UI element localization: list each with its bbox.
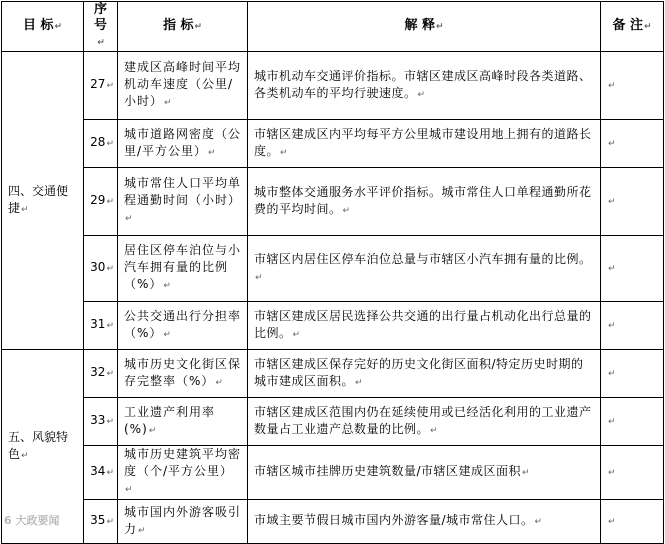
watermark-logo: 6 大政要闻 [4, 514, 60, 527]
seq-cell: 29↵ [84, 168, 118, 236]
seq-cell: 34↵ [84, 446, 118, 500]
header-row [2, 2, 664, 52]
header-note: 备 注↵ [601, 2, 664, 52]
explanation-cell: 市辖区城市挂牌历史建筑数量/市辖区建成区面积↵ [248, 446, 601, 500]
note-cell: ↵ [601, 500, 664, 544]
table-row [2, 350, 664, 398]
note-cell: ↵ [601, 446, 664, 500]
indicator-cell: 城市国内外游客吸引力↵ [118, 500, 248, 544]
explanation-cell: 市辖区内居住区停车泊位总量与市辖区小汽车拥有量的比例。↵ [248, 236, 601, 302]
note-cell: ↵ [601, 398, 664, 446]
table-row [2, 236, 664, 302]
header-seq: 序 号↵ [84, 2, 118, 52]
indicator-cell: 城市道路网密度（公里/平方公里）↵ [118, 120, 248, 168]
seq-cell: 28↵ [84, 120, 118, 168]
indicator-cell: 工业遗产利用率(%)↵ [118, 398, 248, 446]
explanation-cell: 市辖区建成区范围内仍在延续使用或已经活化利用的工业遗产数量占工业遗产总数量的比例。↵ [248, 398, 601, 446]
explanation-cell: 市辖区建成区内平均每平方公里城市建设用地上拥有的道路长度。↵ [248, 120, 601, 168]
note-cell: ↵ [601, 236, 664, 302]
explanation-cell: 城市整体交通服务水平评价指标。城市常住人口单程通勤所花费的平均时间。↵ [248, 168, 601, 236]
seq-cell: 32↵ [84, 350, 118, 398]
target-cell: 四、交通便捷↵ [2, 52, 84, 350]
explanation-cell: 市辖区建成区居民选择公共交通的出行量占机动化出行总量的比例。↵ [248, 302, 601, 350]
indicator-cell: 建成区高峰时间平均机动车速度（公里/小时）↵ [118, 52, 248, 120]
table-row [2, 398, 664, 446]
table-row [2, 500, 664, 544]
table-row [2, 446, 664, 500]
indicator-cell: 城市常住人口平均单程通勤时间（小时）↵ [118, 168, 248, 236]
table-row [2, 120, 664, 168]
indicator-cell: 居住区停车泊位与小汽车拥有量的比例（%）↵ [118, 236, 248, 302]
seq-cell: 35↵ [84, 500, 118, 544]
header-explanation: 解 释↵ [248, 2, 601, 52]
indicator-cell: 城市历史文化街区保存完整率（%）↵ [118, 350, 248, 398]
seq-cell: 27↵ [84, 52, 118, 120]
indicator-cell: 城市历史建筑平均密度（个/平方公里）↵ [118, 446, 248, 500]
indicator-cell: 公共交通出行分担率（%）↵ [118, 302, 248, 350]
note-cell: ↵ [601, 350, 664, 398]
table-row [2, 52, 664, 120]
explanation-cell: 市辖区建成区保存完好的历史文化街区面积/特定历史时期的城市建成区面积。↵ [248, 350, 601, 398]
seq-cell: 33↵ [84, 398, 118, 446]
indicator-table [1, 1, 664, 544]
note-cell: ↵ [601, 302, 664, 350]
explanation-cell: 城市机动车交通评价指标。市辖区建成区高峰时段各类道路、各类机动车的平均行驶速度。↵ [248, 52, 601, 120]
note-cell: ↵ [601, 168, 664, 236]
table-row [2, 168, 664, 236]
note-cell: ↵ [601, 52, 664, 120]
seq-cell: 31↵ [84, 302, 118, 350]
header-target: 目 标↵ [2, 2, 84, 52]
explanation-cell: 市域主要节假日城市国内外游客量/城市常住人口。↵ [248, 500, 601, 544]
header-indicator: 指 标↵ [118, 2, 248, 52]
note-cell: ↵ [601, 120, 664, 168]
table-row [2, 302, 664, 350]
target-cell: 五、风貌特色↵ [2, 350, 84, 544]
seq-cell: 30↵ [84, 236, 118, 302]
